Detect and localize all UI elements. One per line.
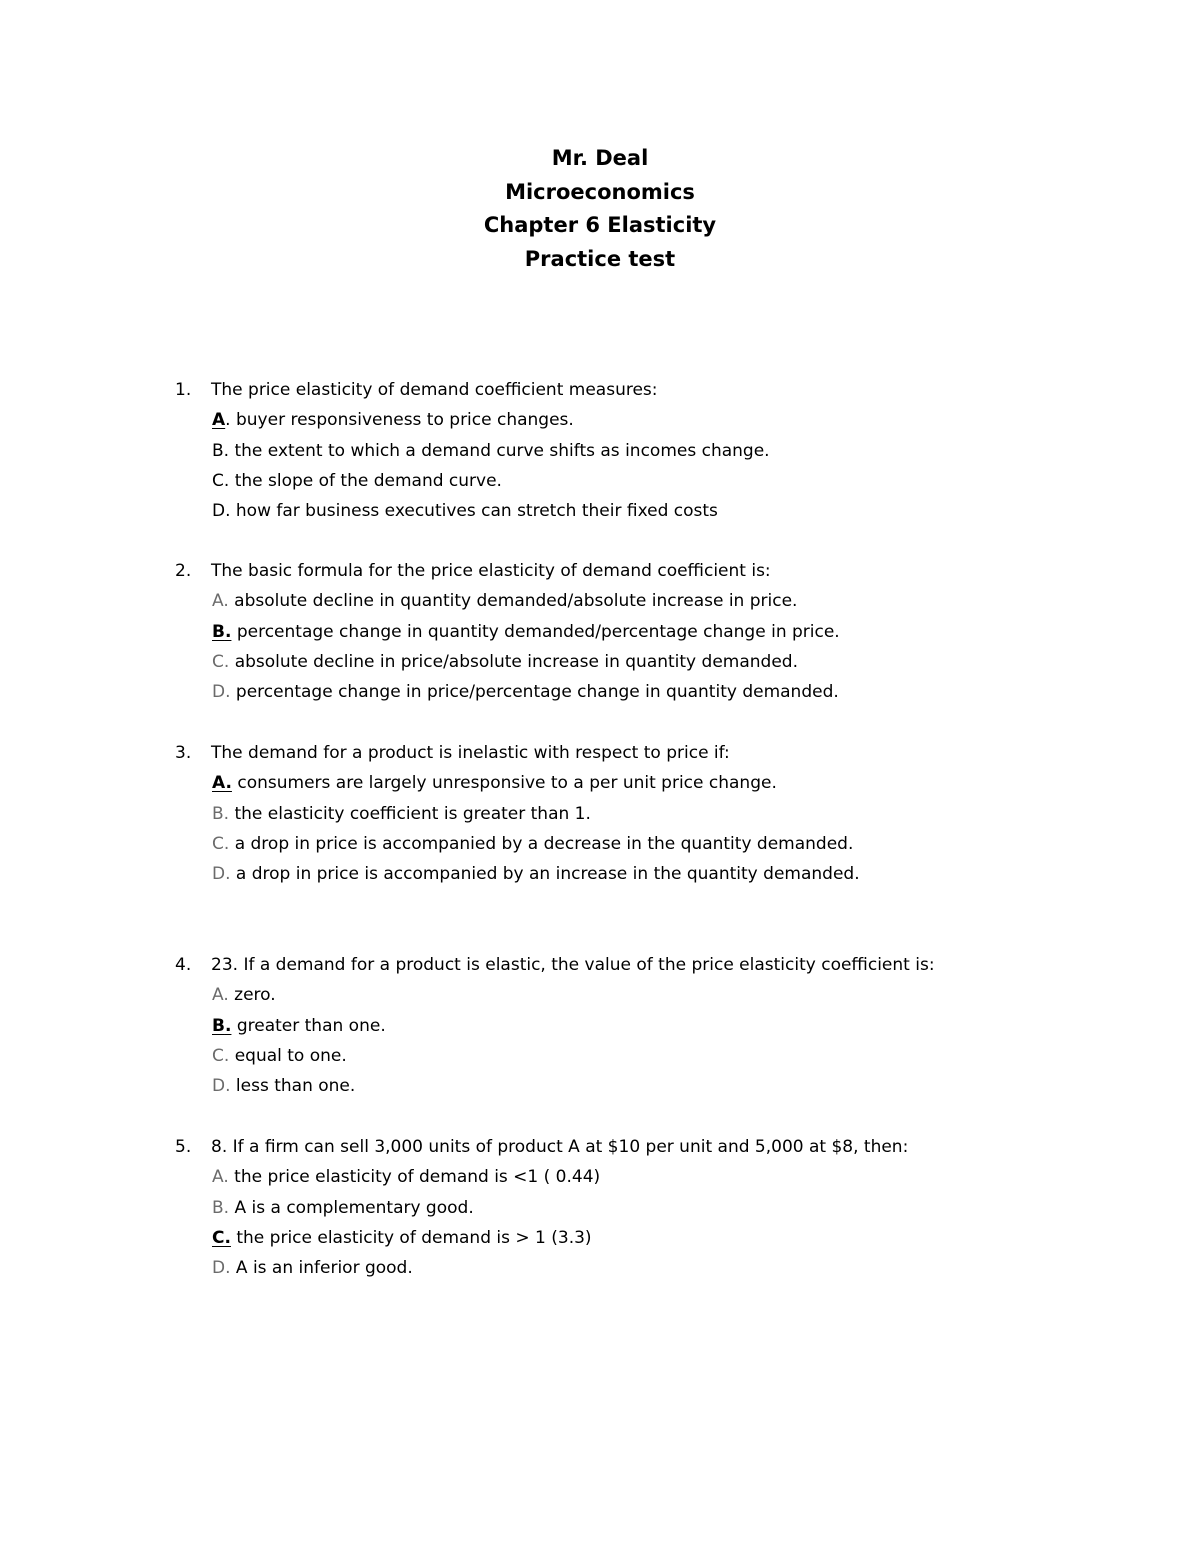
option-a: A. consumers are largely unresponsive to a per unit price change. (212, 773, 777, 794)
option-text: greater than one. (236, 1015, 386, 1036)
option-a: A. the price elasticity of demand is <1 ( 0.44) (212, 1167, 601, 1188)
option-a: A. absolute decline in quantity demanded/absolute increase in price. (212, 591, 798, 612)
question-3-stem-row (175, 738, 1075, 768)
option-b: B. the elasticity coefficient is greater than 1. (212, 803, 591, 824)
option-text: the price elasticity of demand is > 1 (3.3) (236, 1227, 592, 1248)
option-letter: B (212, 1197, 224, 1218)
option-d: D. how far business executives can stretch their fixed costs (212, 501, 718, 522)
chapter-title: Chapter 6 Elasticity (483, 213, 717, 237)
question-4 (175, 950, 1075, 1101)
option-text: A is an inferior good. (235, 1258, 413, 1279)
option-letter: C (212, 1045, 224, 1066)
option-letter: A (212, 985, 224, 1006)
question-number: 5. (175, 1137, 192, 1157)
option-c: C. the price elasticity of demand is > 1 (3.3) (212, 1227, 592, 1248)
option-text: consumers are largely unresponsive to a per unit price change. (237, 773, 777, 794)
question-stem: The price elasticity of demand coefficient measures: (211, 380, 658, 400)
option-text: less than one. (235, 1076, 356, 1097)
option-text: the elasticity coefficient is greater than 1. (234, 803, 591, 824)
question-stem: 8. If a firm can sell 3,000 units of product A at $10 per unit and 5,000 at $8, then: (211, 1137, 909, 1157)
option-letter: B (212, 621, 225, 642)
question-2 (175, 556, 1075, 707)
question-number: 2. (175, 561, 192, 581)
option-text: absolute decline in quantity demanded/absolute increase in price. (234, 591, 798, 612)
option-a: A. buyer responsiveness to price changes. (212, 410, 574, 431)
option-letter: A (212, 1167, 224, 1188)
option-letter: C (212, 1227, 225, 1248)
teacher-name: Mr. Deal (551, 146, 649, 170)
option-letter: C (212, 651, 224, 672)
option-c: C. a drop in price is accompanied by a decrease in the quantity demanded. (212, 833, 854, 854)
option-c: C. equal to one. (212, 1045, 347, 1066)
option-b: B. greater than one. (212, 1015, 386, 1036)
question-number: 3. (175, 743, 192, 763)
option-text: zero. (234, 985, 276, 1006)
option-d: D. less than one. (212, 1076, 356, 1097)
question-1 (175, 375, 1075, 526)
option-letter: D (212, 682, 226, 703)
option-text: how far business executives can stretch their fixed costs (235, 501, 718, 522)
option-text: a drop in price is accompanied by a decrease in the quantity demanded. (234, 833, 854, 854)
option-text: the extent to which a demand curve shifts as incomes change. (234, 440, 770, 461)
option-text: equal to one. (234, 1045, 347, 1066)
option-text: buyer responsiveness to price changes. (235, 410, 574, 431)
course-name: Microeconomics (505, 179, 695, 204)
option-letter: D (212, 1076, 226, 1097)
question-5 (175, 1132, 1075, 1283)
question-number: 4. (175, 955, 192, 975)
option-letter: A (212, 773, 226, 794)
question-3 (175, 738, 1075, 889)
option-b: B. the extent to which a demand curve shifts as incomes change. (212, 440, 770, 461)
option-c: C. the slope of the demand curve. (212, 470, 502, 491)
option-d: D. a drop in price is accompanied by an increase in the quantity demanded. (212, 864, 860, 885)
question-stem: The basic formula for the price elasticity of demand coefficient is: (211, 561, 771, 581)
option-letter: A (212, 410, 226, 431)
option-a: A. zero. (212, 985, 276, 1006)
option-letter: C (212, 470, 224, 491)
option-letter: A (212, 591, 224, 612)
question-4-stem-row (175, 950, 1075, 980)
option-letter: C (212, 833, 224, 854)
option-letter: D (212, 1258, 226, 1279)
option-text: A is a complementary good. (234, 1197, 474, 1218)
question-stem: 23. If a demand for a product is elastic, the value of the price elasticity coefficient is: (211, 955, 935, 975)
option-text: the price elasticity of demand is <1 ( 0.44) (234, 1167, 601, 1188)
option-b: B. percentage change in quantity demanded/percentage change in price. (212, 621, 840, 642)
question-1-stem-row (175, 375, 1075, 405)
option-letter: D (212, 501, 226, 522)
option-text: a drop in price is accompanied by an increase in the quantity demanded. (235, 864, 860, 885)
option-c: C. absolute decline in price/absolute increase in quantity demanded. (212, 651, 798, 672)
option-b: B. A is a complementary good. (212, 1197, 474, 1218)
question-2-stem-row (175, 556, 1075, 586)
option-d: D. A is an inferior good. (212, 1258, 413, 1279)
question-number: 1. (175, 380, 192, 400)
option-text: absolute decline in price/absolute increase in quantity demanded. (234, 651, 798, 672)
option-text: the slope of the demand curve. (234, 470, 502, 491)
question-stem: The demand for a product is inelastic with respect to price if: (211, 743, 730, 763)
option-letter: B (212, 1015, 225, 1036)
option-text: percentage change in quantity demanded/percentage change in price. (236, 621, 840, 642)
question-5-stem-row (175, 1132, 1075, 1162)
test-title: Practice test (524, 246, 676, 271)
option-d: D. percentage change in price/percentage change in quantity demanded. (212, 682, 839, 703)
option-letter: D (212, 864, 226, 885)
option-text: percentage change in price/percentage change in quantity demanded. (235, 682, 839, 703)
option-letter: B (212, 440, 224, 461)
option-letter: B (212, 803, 224, 824)
title-block (0, 142, 1200, 276)
